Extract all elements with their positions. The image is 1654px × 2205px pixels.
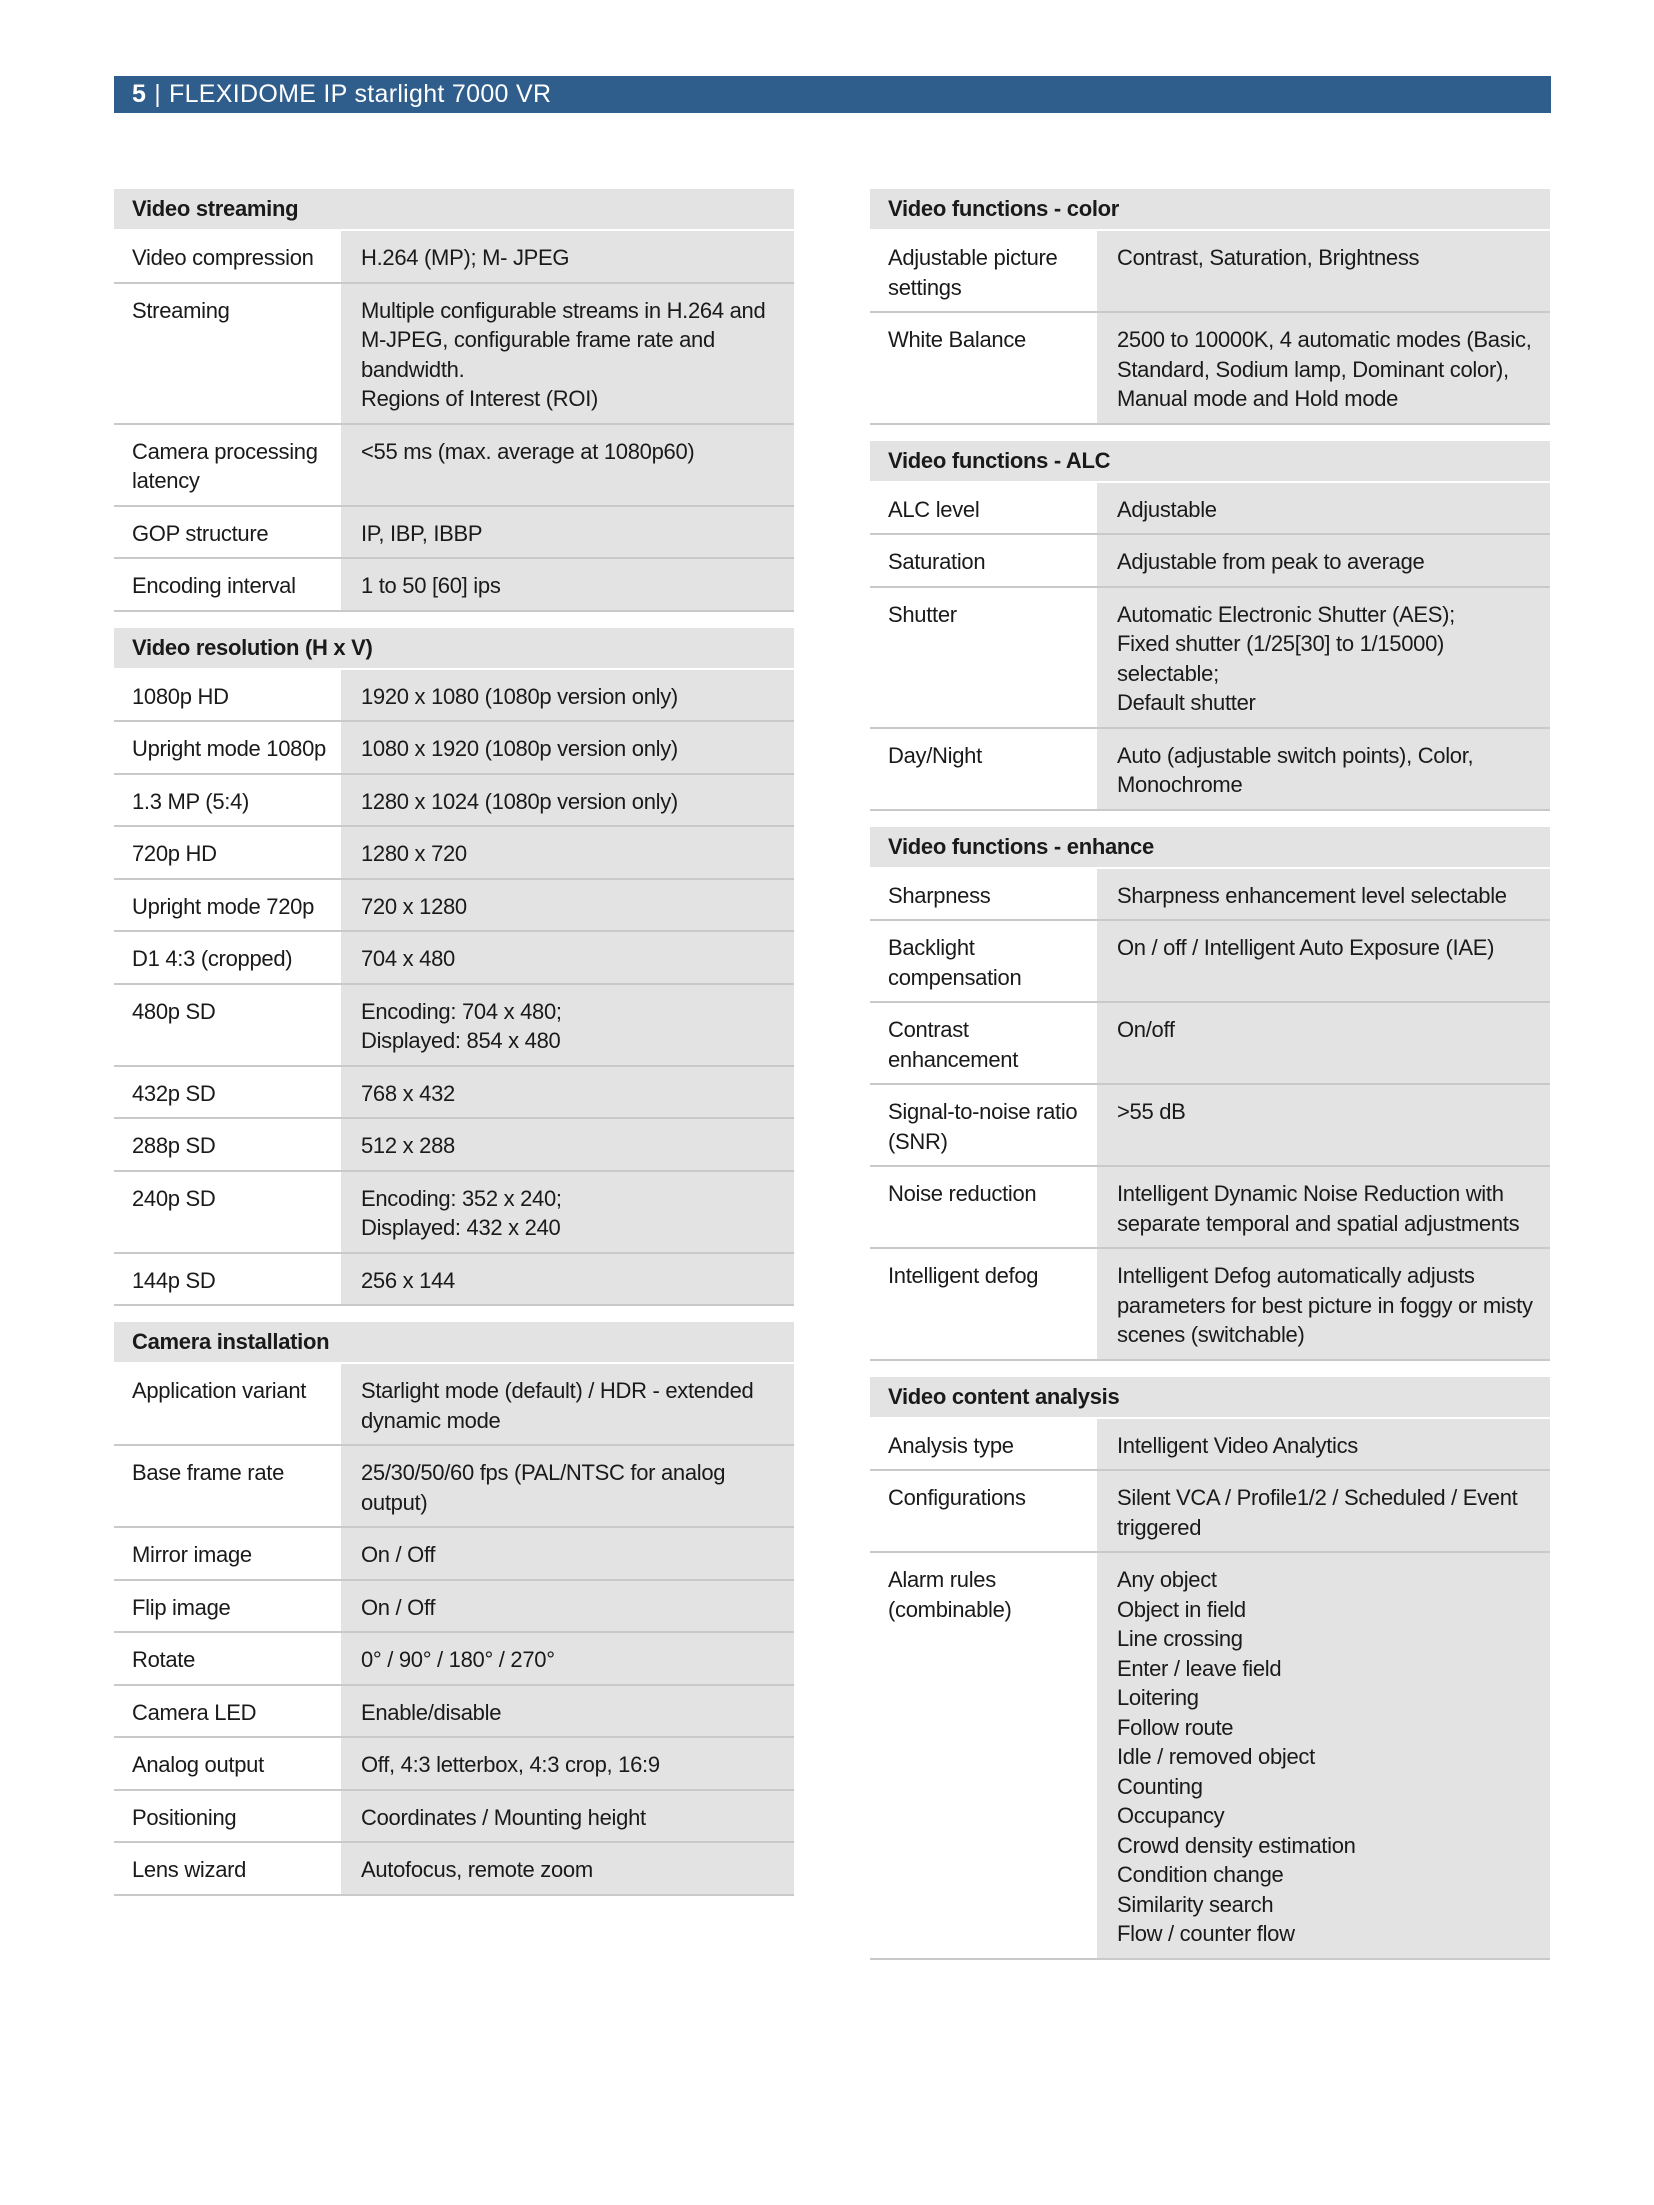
spec-value: IP, IBP, IBBP: [343, 507, 794, 558]
document-title: FLEXIDOME IP starlight 7000 VR: [169, 80, 552, 108]
section-heading: Video functions - enhance: [870, 827, 1550, 869]
spec-section-video-streaming: [114, 189, 794, 612]
spec-row: [114, 775, 794, 828]
spec-label: Application variant: [114, 1364, 343, 1444]
spec-label: Contrast enhancement: [870, 1003, 1099, 1083]
spec-value: Coordinates / Mounting height: [343, 1791, 794, 1842]
spec-row: [870, 1553, 1550, 1960]
spec-label: Upright mode 720p: [114, 880, 343, 931]
spec-section-video-functions-alc: [870, 441, 1550, 811]
spec-label: Flip image: [114, 1581, 343, 1632]
spec-value: Off, 4:3 letterbox, 4:3 crop, 16:9: [343, 1738, 794, 1789]
spec-section-video-functions-color: [870, 189, 1550, 425]
spec-value: 1280 x 1024 (1080p version only): [343, 775, 794, 826]
spec-value: On / Off: [343, 1528, 794, 1579]
spec-label: Signal-to-noise ratio (SNR): [870, 1085, 1099, 1165]
spec-label: Upright mode 1080p: [114, 722, 343, 773]
spec-row: [870, 1471, 1550, 1553]
spec-row: [870, 588, 1550, 729]
spec-label: Noise reduction: [870, 1167, 1099, 1247]
spec-value: 768 x 432: [343, 1067, 794, 1118]
page-number: 5: [132, 80, 147, 108]
spec-label: Configurations: [870, 1471, 1099, 1551]
spec-row: [870, 1419, 1550, 1472]
spec-value: Starlight mode (default) / HDR - extended dynamic mode: [343, 1364, 794, 1444]
spec-row: [870, 313, 1550, 425]
spec-row: [870, 483, 1550, 536]
spec-row: [870, 921, 1550, 1003]
spec-label: 240p SD: [114, 1172, 343, 1252]
spec-row: [114, 670, 794, 723]
spec-row: [870, 869, 1550, 922]
spec-row: [114, 932, 794, 985]
spec-row: [870, 729, 1550, 811]
spec-section-camera-installation: [114, 1322, 794, 1896]
spec-label: Analog output: [114, 1738, 343, 1789]
section-heading: Video streaming: [114, 189, 794, 231]
spec-row: [114, 1172, 794, 1254]
section-heading: Video functions - ALC: [870, 441, 1550, 483]
spec-row: [114, 1791, 794, 1844]
spec-row: [114, 722, 794, 775]
spec-label: Adjustable picture settings: [870, 231, 1099, 311]
section-heading: Video resolution (H x V): [114, 628, 794, 670]
spec-value: Auto (adjustable switch points), Color, Monochrome: [1099, 729, 1550, 809]
section-heading: Video content analysis: [870, 1377, 1550, 1419]
spec-value: 1920 x 1080 (1080p version only): [343, 670, 794, 721]
spec-row: [870, 1003, 1550, 1085]
spec-value: On / off / Intelligent Auto Exposure (IAE): [1099, 921, 1550, 1001]
spec-section-video-content-analysis: [870, 1377, 1550, 1960]
spec-value: Contrast, Saturation, Brightness: [1099, 231, 1550, 311]
spec-row: [114, 1119, 794, 1172]
spec-row: [870, 1167, 1550, 1249]
spec-label: 1080p HD: [114, 670, 343, 721]
spec-label: 1.3 MP (5:4): [114, 775, 343, 826]
spec-value: 0° / 90° / 180° / 270°: [343, 1633, 794, 1684]
spec-label: Alarm rules (combinable): [870, 1553, 1099, 1958]
spec-label: Positioning: [114, 1791, 343, 1842]
spec-label: Sharpness: [870, 869, 1099, 920]
spec-row: [114, 231, 794, 284]
left-column: [114, 189, 794, 1912]
spec-value: Any object Object in field Line crossing Enter / leave field Loitering Follow route Idle / removed object Counting Occupancy Crowd density estimation Condition change Similarity search Flow / counter flow: [1099, 1553, 1550, 1958]
spec-row: [114, 1843, 794, 1896]
page-header: [114, 76, 1551, 113]
spec-label: White Balance: [870, 313, 1099, 423]
spec-value: 720 x 1280: [343, 880, 794, 931]
spec-value: Intelligent Dynamic Noise Reduction with separate temporal and spatial adjustments: [1099, 1167, 1550, 1247]
spec-value: Encoding: 704 x 480; Displayed: 854 x 480: [343, 985, 794, 1065]
spec-value: Adjustable: [1099, 483, 1550, 534]
spec-value: >55 dB: [1099, 1085, 1550, 1165]
spec-value: Adjustable from peak to average: [1099, 535, 1550, 586]
spec-label: D1 4:3 (cropped): [114, 932, 343, 983]
spec-row: [114, 1633, 794, 1686]
spec-row: [114, 1254, 794, 1307]
spec-row: [114, 1528, 794, 1581]
spec-row: [114, 1686, 794, 1739]
spec-row: [114, 880, 794, 933]
section-heading: Camera installation: [114, 1322, 794, 1364]
spec-label: Shutter: [870, 588, 1099, 727]
spec-label: Camera LED: [114, 1686, 343, 1737]
spec-value: 1280 x 720: [343, 827, 794, 878]
spec-label: 720p HD: [114, 827, 343, 878]
spec-label: 480p SD: [114, 985, 343, 1065]
spec-value: Multiple configurable streams in H.264 and M-JPEG, configurable frame rate and bandwidth. Regions of Interest (ROI): [343, 284, 794, 423]
spec-label: Base frame rate: [114, 1446, 343, 1526]
spec-row: [870, 535, 1550, 588]
spec-value: Sharpness enhancement level selectable: [1099, 869, 1550, 920]
spec-value: Intelligent Defog automatically adjusts parameters for best picture in foggy or misty scenes (switchable): [1099, 1249, 1550, 1359]
spec-row: [114, 559, 794, 612]
spec-label: Camera processing latency: [114, 425, 343, 505]
spec-label: 432p SD: [114, 1067, 343, 1118]
spec-row: [870, 1249, 1550, 1361]
spec-value: Intelligent Video Analytics: [1099, 1419, 1550, 1470]
spec-row: [114, 1364, 794, 1446]
spec-label: Streaming: [114, 284, 343, 423]
spec-value: Autofocus, remote zoom: [343, 1843, 794, 1894]
spec-value: 1 to 50 [60] ips: [343, 559, 794, 610]
spec-row: [114, 1738, 794, 1791]
spec-label: GOP structure: [114, 507, 343, 558]
spec-value: 2500 to 10000K, 4 automatic modes (Basic, Standard, Sodium lamp, Dominant color), Manual mode and Hold mode: [1099, 313, 1550, 423]
spec-label: Day/Night: [870, 729, 1099, 809]
spec-row: [870, 1085, 1550, 1167]
right-column: [870, 189, 1550, 1976]
spec-value: On / Off: [343, 1581, 794, 1632]
spec-label: Lens wizard: [114, 1843, 343, 1894]
spec-row: [114, 284, 794, 425]
spec-row: [114, 985, 794, 1067]
spec-value: 256 x 144: [343, 1254, 794, 1305]
header-separator: |: [154, 80, 162, 108]
spec-row: [114, 1581, 794, 1634]
spec-row: [114, 507, 794, 560]
spec-value: Encoding: 352 x 240; Displayed: 432 x 240: [343, 1172, 794, 1252]
section-heading: Video functions - color: [870, 189, 1550, 231]
spec-label: Backlight compensation: [870, 921, 1099, 1001]
spec-label: Mirror image: [114, 1528, 343, 1579]
spec-label: Rotate: [114, 1633, 343, 1684]
spec-value: 704 x 480: [343, 932, 794, 983]
spec-label: 288p SD: [114, 1119, 343, 1170]
spec-label: Video compression: [114, 231, 343, 282]
spec-row: [114, 1446, 794, 1528]
spec-value: Silent VCA / Profile1/2 / Scheduled / Event triggered: [1099, 1471, 1550, 1551]
spec-row: [114, 1067, 794, 1120]
spec-label: 144p SD: [114, 1254, 343, 1305]
spec-label: Encoding interval: [114, 559, 343, 610]
spec-value: 1080 x 1920 (1080p version only): [343, 722, 794, 773]
spec-label: ALC level: [870, 483, 1099, 534]
spec-label: Analysis type: [870, 1419, 1099, 1470]
spec-value: H.264 (MP); M- JPEG: [343, 231, 794, 282]
spec-label: Intelligent defog: [870, 1249, 1099, 1359]
spec-value: Automatic Electronic Shutter (AES); Fixed shutter (1/25[30] to 1/15000) selectable; Default shutter: [1099, 588, 1550, 727]
spec-row: [114, 827, 794, 880]
spec-section-video-functions-enhance: [870, 827, 1550, 1361]
spec-row: [870, 231, 1550, 313]
spec-label: Saturation: [870, 535, 1099, 586]
spec-row: [114, 425, 794, 507]
spec-value: 25/30/50/60 fps (PAL/NTSC for analog output): [343, 1446, 794, 1526]
spec-value: <55 ms (max. average at 1080p60): [343, 425, 794, 505]
spec-value: Enable/disable: [343, 1686, 794, 1737]
spec-section-video-resolution-h-x-v: [114, 628, 794, 1307]
spec-value: 512 x 288: [343, 1119, 794, 1170]
spec-value: On/off: [1099, 1003, 1550, 1083]
